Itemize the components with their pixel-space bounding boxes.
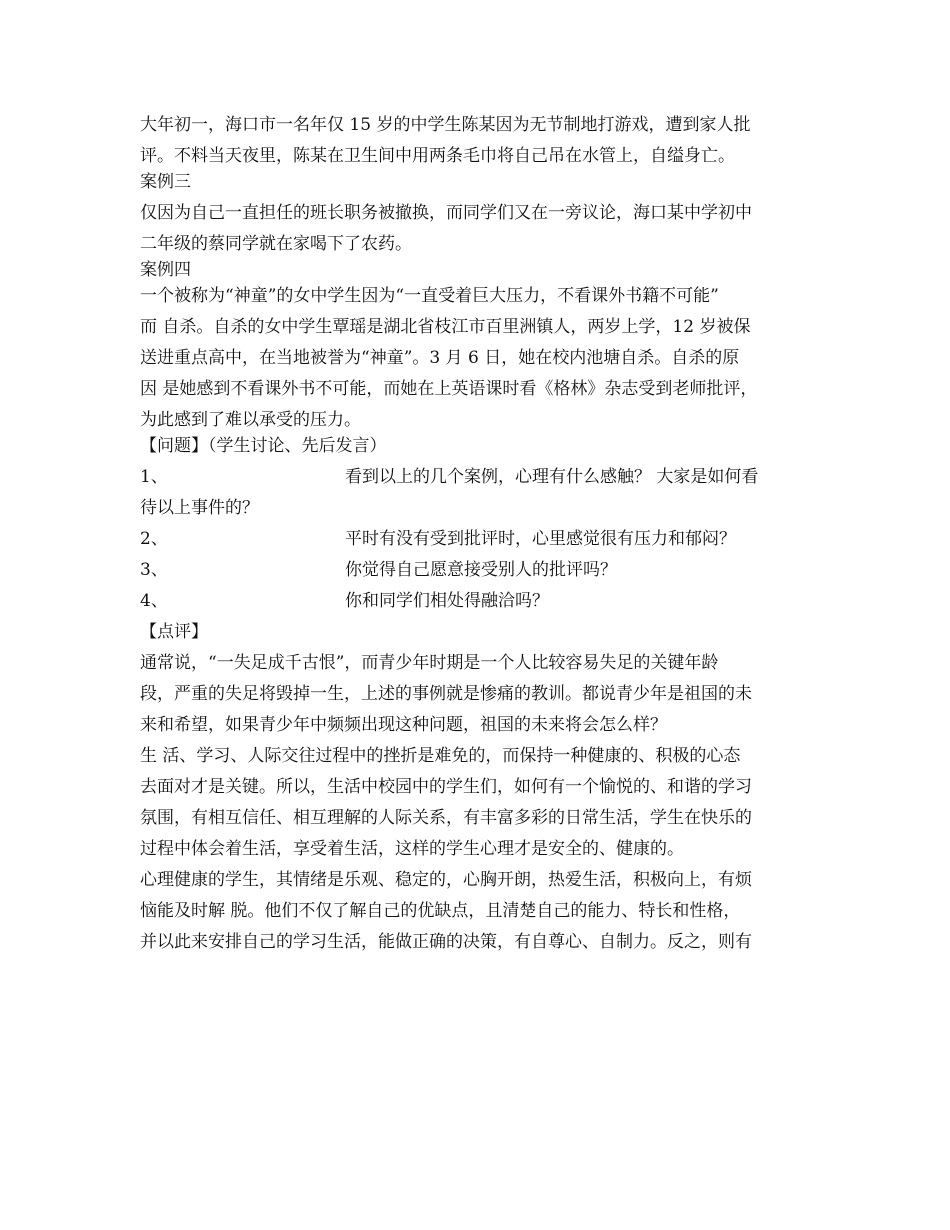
comment2-line-4: 过程中体会着生活，享受着生活，这样的学生心理才是安全的、健康的。	[140, 839, 684, 859]
question-text: 看到以上的几个案例，心理有什么感触？ 大家是如何看	[345, 467, 759, 487]
comment2-line-1: 生 活、学习、人际交往过程中的挫折是难免的，而保持一种健康的、积极的心态	[140, 746, 741, 766]
case2-line-1: 大年初一，海口市一名年仅 15 岁的中学生陈某因为无节制地打游戏，遭到家人批	[140, 115, 751, 135]
comment3-line-1: 心理健康的学生，其情绪是乐观、稳定的，心胸开朗，热爱生活，积极向上，有烦	[140, 870, 752, 890]
comment1-line-3: 来和希望，如果青少年中频频出现这种问题，祖国的未来将会怎么样？	[140, 715, 667, 735]
question-text: 平时有没有受到批评时，心里感觉很有压力和郁闷？	[345, 529, 736, 549]
comment2-line-3: 氛围，有相互信任、相互理解的人际关系，有丰富多彩的日常生活，学生在快乐的	[140, 808, 752, 828]
case4-line-3: 送进重点高中，在当地被誉为“神童”。3 月 6 日，她在校内池塘自杀。自杀的原	[140, 348, 740, 368]
document-page	[140, 114, 820, 953]
comment1-line-1: 通常说，“一失足成千古恨”，而青少年时期是一个人比较容易失足的关键年龄	[140, 653, 719, 673]
question-item	[140, 559, 820, 581]
case3-line-1: 仅因为自己一直担任的班长职务被撤换，而同学们又在一旁议论，海口某中学初中	[140, 203, 752, 223]
question-item	[140, 528, 820, 550]
case3-title: 案例三	[140, 172, 191, 192]
comment-title: 【点评】	[140, 622, 208, 642]
question-item	[140, 590, 820, 612]
question-number: 3、	[140, 560, 168, 580]
case4-line-4: 因 是她感到不看课外书不可能，而她在上英语课时看《格林》杂志受到老师批评，	[140, 379, 758, 399]
case4-line-1: 一个被称为“神童”的女中学生因为“一直受着巨大压力，不看课外书籍不可能”	[140, 286, 719, 306]
question-item	[140, 466, 820, 488]
question-number: 1、	[140, 467, 168, 487]
question-title: 【问题】（学生讨论、先后发言）	[140, 436, 387, 456]
case4-title: 案例四	[140, 260, 191, 280]
question-continuation: 待以上事件的？	[140, 498, 259, 518]
comment1-line-2: 段，严重的失足将毁掉一生，上述的事例就是惨痛的教训。都说青少年是祖国的未	[140, 684, 752, 704]
case4-line-5: 为此感到了难以承受的压力。	[140, 410, 361, 430]
question-number: 4、	[140, 591, 168, 611]
comment3-line-3: 并以此来安排自己的学习生活，能做正确的决策，有自尊心、自制力。反之，则有	[140, 932, 752, 952]
question-number: 2、	[140, 529, 168, 549]
comment3-line-2: 恼能及时解 脱。他们不仅了解自己的优缺点，且清楚自己的能力、特长和性格，	[140, 901, 741, 921]
case4-line-2: 而 自杀。自杀的女中学生覃瑶是湖北省枝江市百里洲镇人，两岁上学，12 岁被保	[140, 317, 751, 337]
comment2-line-2: 去面对才是关键。所以，生活中校园中的学生们，如何有一个愉悦的、和谐的学习	[140, 777, 752, 797]
case2-line-2: 评。不料当天夜里，陈某在卫生间中用两条毛巾将自己吊在水管上，自缢身亡。	[140, 146, 735, 166]
question-text: 你觉得自己愿意接受别人的批评吗？	[345, 560, 617, 580]
question-text: 你和同学们相处得融洽吗？	[345, 591, 549, 611]
case3-line-2: 二年级的蔡同学就在家喝下了农药。	[140, 234, 412, 254]
